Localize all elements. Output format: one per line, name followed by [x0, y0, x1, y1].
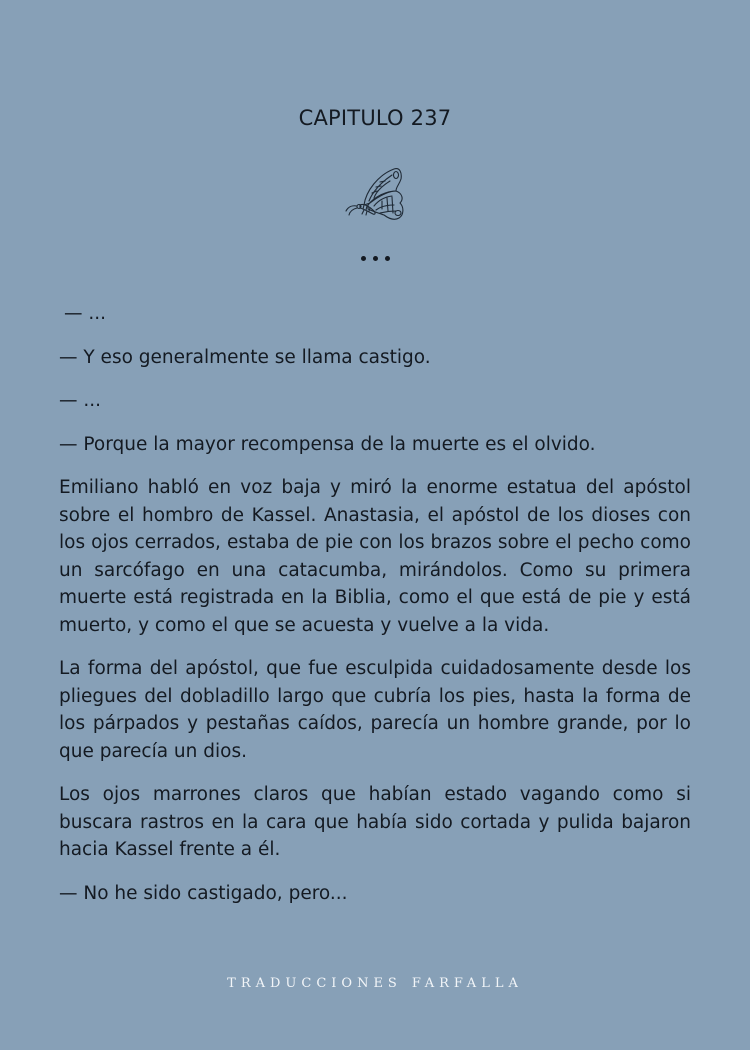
narrative-paragraph: Los ojos marrones claros que habían estado vagando como si buscara rastros en la cara que había sido cortada y pulida bajaron hacia Kassel frente a él. — [59, 784, 691, 860]
credit-word: TRADUCCIONES — [227, 976, 402, 991]
separator-dot — [385, 256, 390, 261]
narrative-paragraph: La forma del apóstol, que fue esculpida cuidadosamente desde los pliegues del dobladillo largo que cubría los pies, hasta la forma de los párpados y pestañas caídos, parecía un hombre grande, por lo que parecía un dios. — [59, 658, 691, 762]
chapter-title: CAPITULO 237 — [298, 106, 452, 130]
section-separator — [0, 256, 750, 261]
dialogue-line: — Y eso generalmente se llama castigo. — [59, 346, 431, 368]
chapter-body — [59, 300, 691, 923]
credit-word: FARFALLA — [411, 976, 523, 991]
dialogue-line: — Porque la mayor recompensa de la muerte es el olvido. — [59, 433, 596, 455]
butterfly-icon — [344, 165, 406, 223]
dialogue-line: — ... — [64, 303, 107, 324]
translator-credit — [0, 976, 750, 991]
dialogue-line: — ... — [59, 390, 102, 411]
separator-dot — [373, 256, 378, 261]
narrative-paragraph: Emiliano habló en voz baja y miró la enorme estatua del apóstol sobre el hombro de Kassel. Anastasia, el apóstol de los dioses con los ojos cerrados, estaba de pie con los brazos sobre el pecho como un sarcófago en una catacumba, mirándolos. Como su primera muerte está registrada en la Biblia, como el que está de pie y está muerto, y como el que se acuesta y vuelve a la vida. — [59, 477, 691, 636]
separator-dot — [361, 256, 366, 261]
dialogue-line: — No he sido castigado, pero... — [59, 882, 348, 904]
